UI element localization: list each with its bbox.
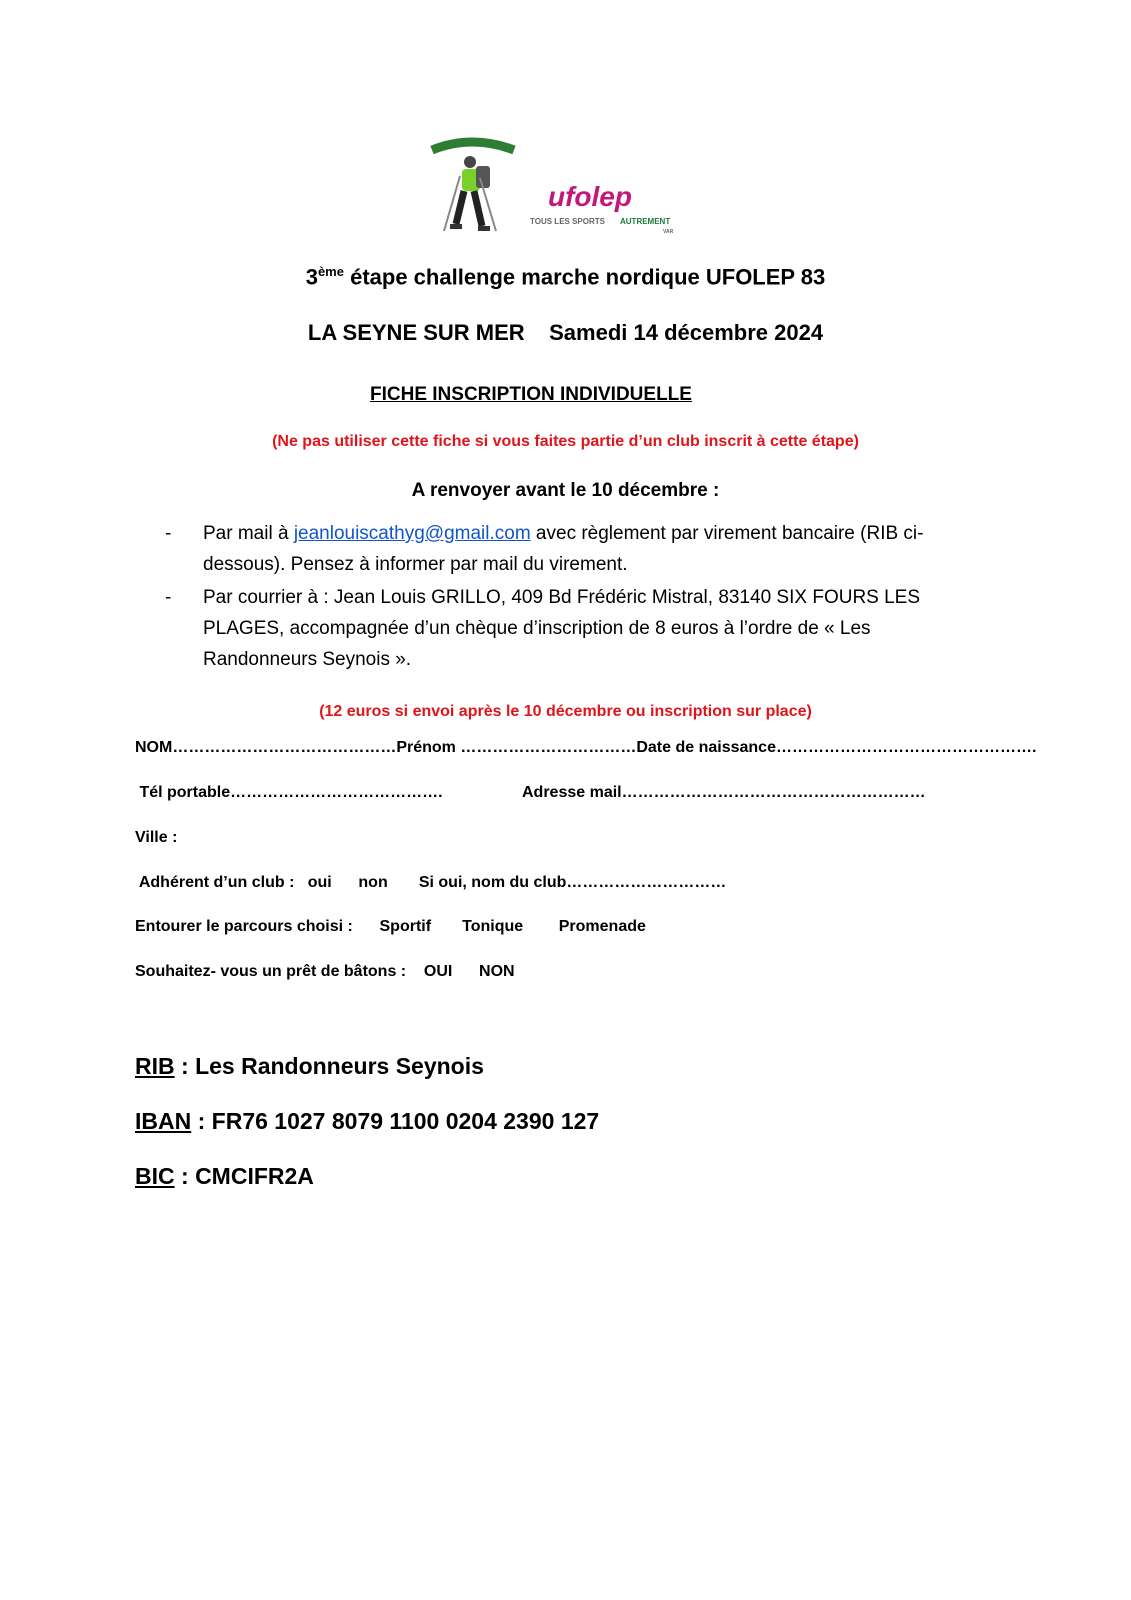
page-title: [0, 264, 1131, 290]
rib-label: RIB: [135, 1053, 175, 1079]
field-city-line[interactable]: Ville :: [135, 829, 178, 846]
post-text: Par courrier à : Jean Louis GRILLO, 409 Bd Frédéric Mistral, 83140 SIX FOURS LES PLAGES, accompagnée d’un chèque d’inscription de 8 euros à l’ordre de « Les Randonneurs Seynois ».: [203, 587, 921, 670]
ufolep-tagline-2: AUTREMENT: [620, 217, 671, 226]
field-phone-line[interactable]: Tél portable…………………………………. Adresse mail…………………………………………………: [135, 784, 926, 801]
bic-line: [135, 1163, 314, 1190]
field-poles-line[interactable]: Souhaitez- vous un prêt de bâtons : OUI NON: [135, 963, 515, 980]
ufolep-tagline-3: VAR: [663, 229, 674, 235]
bic-value: : CMCIFR2A: [174, 1163, 314, 1189]
mail-suffix: avec règlement par virement bancaire (RIB ci-dessous). Pensez à informer par mail du virement.: [203, 523, 924, 575]
ufolep-tagline-1: TOUS LES SPORTS: [530, 217, 605, 226]
field-name-line[interactable]: NOM……………………………………Prénom ……………………………Date de naissance………………………………………….: [135, 739, 1037, 756]
title-prefix: 3: [305, 264, 318, 290]
list-item: [165, 582, 975, 675]
iban-label: IBAN: [135, 1108, 192, 1134]
late-note: (12 euros si envoi après le 10 décembre ou inscription sur place): [319, 703, 812, 720]
email-link[interactable]: jeanlouiscathyg@gmail.com: [293, 523, 531, 544]
rib-value: : Les Randonneurs Seynois: [174, 1053, 484, 1079]
field-route-line[interactable]: Entourer le parcours choisi : Sportif Tonique Promenade: [135, 918, 646, 935]
club-logo-icon: [430, 136, 690, 246]
field-club-line[interactable]: Adhérent d’un club : oui non Si oui, nom du club…………………………: [135, 874, 727, 891]
mail-prefix: Par mail à: [203, 523, 294, 544]
list-dash: -: [165, 523, 172, 544]
bic-label: BIC: [135, 1163, 175, 1189]
iban-line: [135, 1108, 599, 1135]
list-dash: -: [165, 587, 172, 608]
page-subtitle: LA SEYNE SUR MER Samedi 14 décembre 2024: [307, 320, 824, 345]
form-title: FICHE INSCRIPTION INDIVIDUELLE: [370, 384, 692, 405]
title-sup: ème: [317, 264, 344, 279]
send-before-text: A renvoyer avant le 10 décembre :: [411, 480, 720, 501]
title-rest: étape challenge marche nordique UFOLEP 83: [343, 264, 826, 290]
rib-line: [135, 1053, 484, 1080]
iban-value: : FR76 1027 8079 1100 0204 2390 127: [191, 1108, 600, 1134]
list-item: [165, 518, 975, 580]
logos: [430, 136, 690, 246]
warning-text: (Ne pas utiliser cette fiche si vous faites partie d’un club inscrit à cette étape): [272, 433, 859, 450]
send-methods-list: [165, 518, 975, 677]
ufolep-logo-text: ufolep: [548, 181, 632, 212]
